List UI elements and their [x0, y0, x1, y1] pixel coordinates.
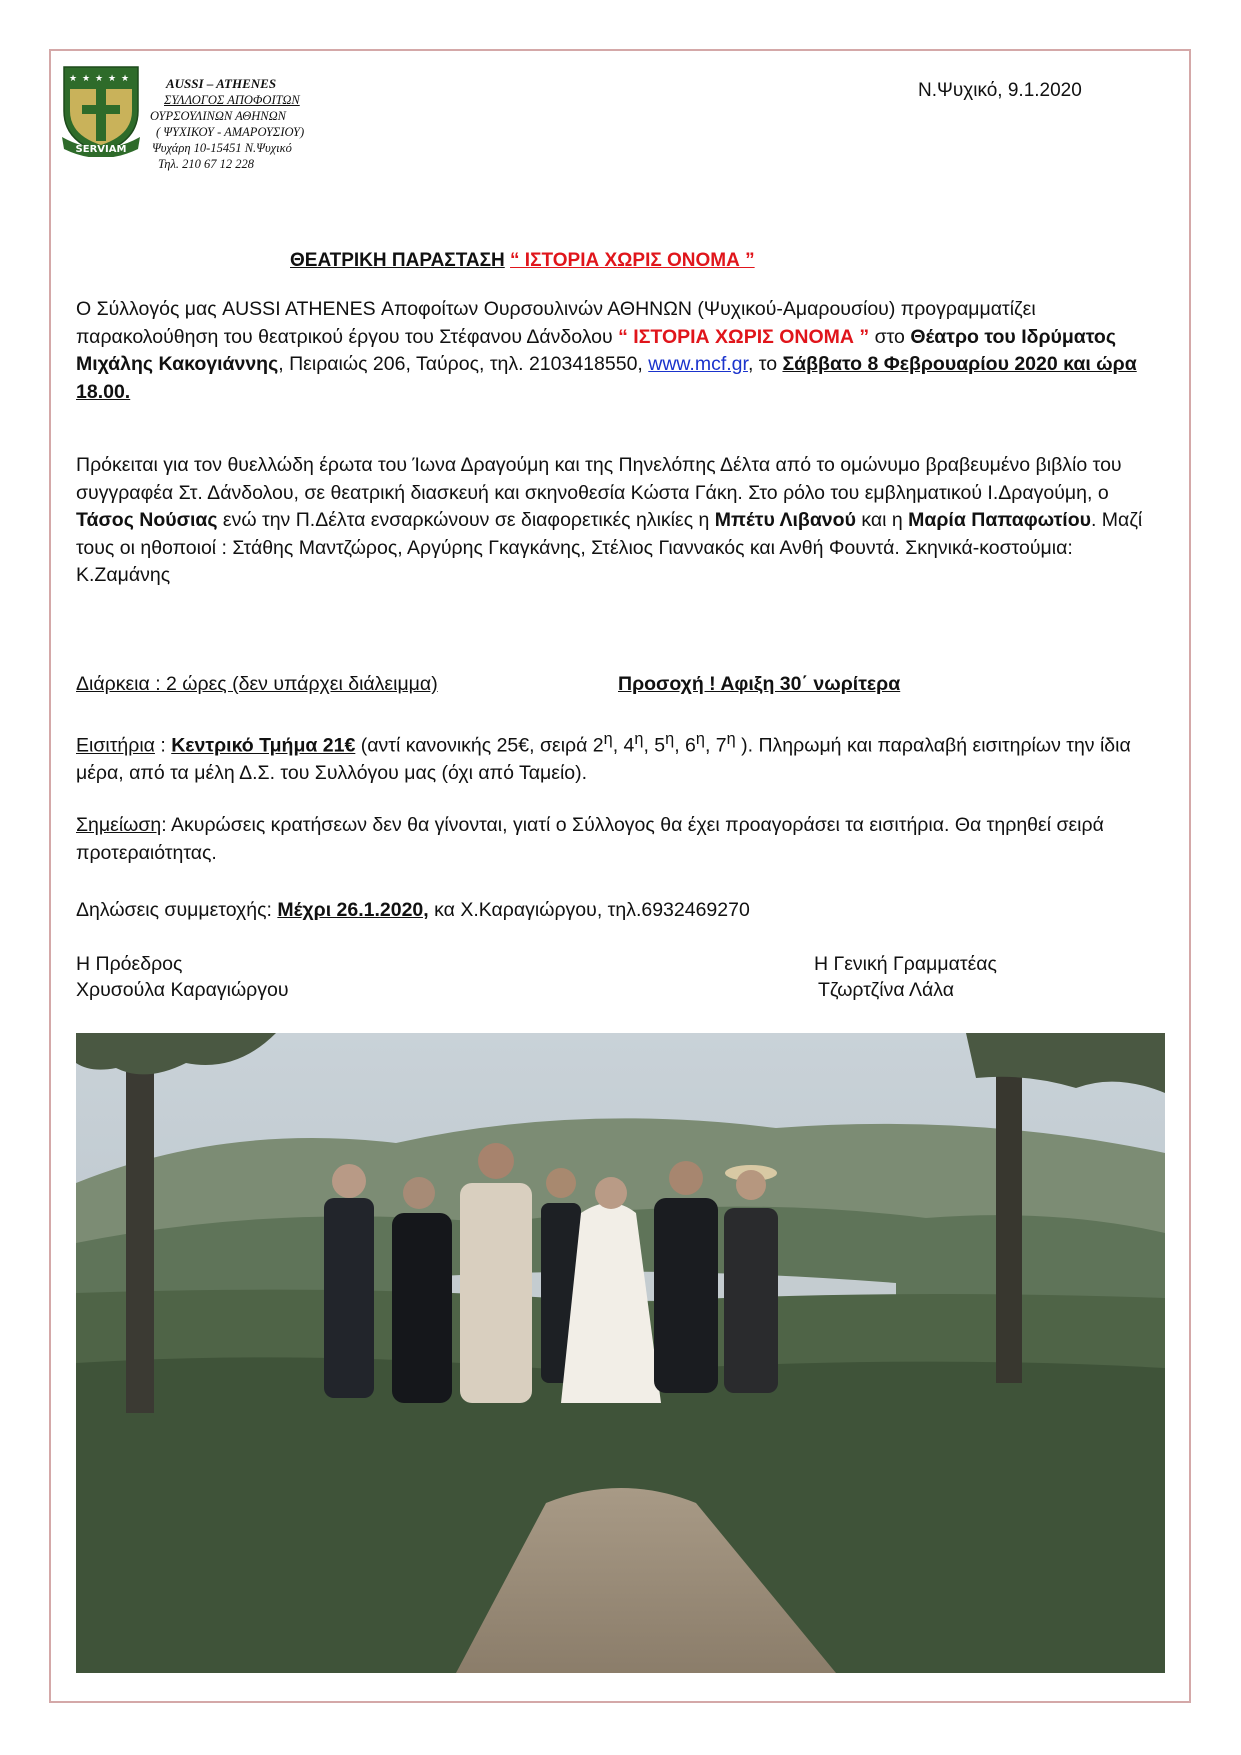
arrival-notice-text: Προσοχή ! Αφιξη 30΄ νωρίτερα — [618, 673, 901, 695]
intro-text: , το — [747, 353, 783, 375]
description-text: Πρόκειται για τον θυελλώδη έρωτα του Ίωνα Δραγούμη και της Πηνελόπης Δέλτα από το ομώνυμο βραβευμένο βιβλίο του συγγραφέα Στ. Δάνδολου, σε θεατρική διασκευή και σκηνοθεσία Κώστα Γάκη. Στο ρόλο του εμβληματικού Ι.Δραγούμη, ο — [76, 454, 1122, 504]
signature-name: Τζωρτζίνα Λάλα — [818, 979, 954, 1001]
tickets-sep: , — [674, 734, 686, 757]
description-text: ενώ την Π.Δέλτα ενσαρκώνουν σε διαφορετικές ηλικίες η — [217, 509, 715, 531]
ticket-price: Κεντρικό Τμήμα 21€ — [171, 734, 356, 757]
intro-text: Ο Σύλλογός μας AUSSI ATHENES Αποφοίτων Ουρσουλινών ΑΘΗΝΩΝ (Ψυχικού-Αμαρουσίου) προγραμματίζει παρακολούθηση του θεατρικού έργου του Στέφανου Δάνδολου — [76, 298, 1036, 348]
letter-date: Ν.Ψυχικό, 9.1.2020 — [918, 80, 1082, 101]
note-text: : Ακυρώσεις κρατήσεων δεν θα γίνονται, γιατί ο Σύλλογος θα έχει προαγοράσει τα εισιτήρια. Θα τηρηθεί σειρά προτεραιότητας. — [76, 814, 1104, 864]
duration-row — [76, 673, 438, 696]
registration-label: Δηλώσεις συμμετοχής: — [76, 899, 278, 921]
row-number: 6 — [685, 734, 696, 757]
signature-secretary — [814, 951, 997, 1003]
theatre-name: Θέατρο του Ιδρύματος Μιχάλης Κακογιάννης — [76, 325, 1116, 375]
tickets-label: Εισιτήρια — [76, 734, 155, 757]
note-label: Σημείωση — [76, 814, 162, 836]
svg-text:★: ★ — [82, 74, 91, 84]
title-main: ΘΕΑΤΡΙΚΗ ΠΑΡΑΣΤΑΣΗ — [290, 250, 505, 271]
school-crest-logo — [60, 63, 142, 157]
tickets-sep: , — [612, 734, 624, 757]
description-text: . Μαζί τους οι ηθοποιοί : Στάθης Μαντζώρος, Αργύρης Γκαγκάνης, Στέλιος Γιαννακός και Ανθή Φουντά. Σκηνικά-κοστούμια: Κ.Ζαμάνης — [76, 509, 1143, 586]
svg-text:★: ★ — [121, 74, 130, 84]
intro-text: στο — [869, 325, 911, 348]
signature-name: Χρυσούλα Καραγιώργου — [76, 979, 289, 1001]
duration-text: Διάρκεια : 2 ώρες (δεν υπάρχει διάλειμμα) — [76, 673, 438, 695]
intro-text: , Πειραιώς 206, Ταύρος, τηλ. 2103418550, — [278, 353, 649, 375]
signature-role: Η Γενική Γραμματέας — [814, 953, 997, 975]
registration-deadline: Μέχρι 26.1.2020, — [277, 899, 429, 921]
signature-role: Η Πρόεδρος — [76, 953, 183, 975]
ordinal-sup: η — [726, 730, 736, 748]
tickets-colon: : — [154, 734, 172, 757]
actor-name: Μαρία Παπαφωτίου — [908, 509, 1091, 531]
row-number: 5 — [654, 734, 666, 757]
row-number: 4 — [623, 734, 635, 757]
registration-paragraph — [76, 897, 1166, 925]
row-number: 7 — [715, 734, 727, 757]
cast-photo — [76, 1033, 1165, 1673]
org-line: ( ΨΥΧΙΚΟΥ - ΑΜΑΡΟΥΣΙΟΥ) — [156, 125, 305, 139]
ordinal-sup: η — [603, 730, 613, 748]
actor-name: Μπέτυ Λιβανού — [714, 509, 856, 531]
org-name: AUSSI – ATHENES — [166, 76, 277, 91]
actor-name: Τάσος Νούσιας — [76, 509, 218, 531]
tickets-text: ). Πληρωμή και παραλαβή εισιτηρίων την ίδια μέρα, από τα μέλη Δ.Σ. του Συλλόγου μας (όχι από Ταμείο). — [76, 734, 1131, 784]
title-play-name: “ ΙΣΤΟΡΙΑ ΧΩΡΙΣ ΟΝΟΜΑ ” — [510, 250, 755, 271]
ordinal-sup: η — [634, 730, 644, 748]
signature-president — [76, 951, 289, 1003]
ordinal-sup: η — [695, 730, 705, 748]
ordinal-sup: η — [665, 730, 675, 748]
website-link[interactable]: www.mcf.gr — [648, 353, 748, 375]
svg-text:★: ★ — [95, 74, 104, 84]
description-paragraph — [76, 452, 1166, 590]
svg-text:★: ★ — [69, 74, 78, 84]
org-line: ΣΥΛΛΟΓΟΣ ΑΠΟΦΟΙΤΩΝ — [164, 93, 300, 107]
description-text: και η — [855, 509, 909, 531]
logo-motto: SERVIAM — [75, 144, 127, 155]
registration-contact: κα Χ.Καραγιώργου, τηλ.6932469270 — [428, 899, 750, 921]
event-datetime: Σάββατο 8 Φεβρουαρίου 2020 και ώρα 18.00. — [76, 353, 1137, 403]
org-address: Ψυχάρη 10-15451 Ν.Ψυχικό — [152, 141, 292, 155]
note-paragraph — [76, 812, 1166, 867]
svg-text:★: ★ — [108, 74, 117, 84]
document-title — [290, 250, 755, 272]
arrival-notice — [618, 673, 900, 696]
tickets-sep: , — [643, 734, 655, 757]
org-phone: Τηλ. 210 67 12 228 — [158, 157, 255, 171]
tickets-text: (αντί κανονικής 25€, σειρά 2 — [355, 734, 604, 757]
organization-info — [148, 76, 408, 172]
tickets-paragraph — [76, 726, 1166, 788]
play-name: “ ΙΣΤΟΡΙΑ ΧΩΡΙΣ ΟΝΟΜΑ ” — [618, 325, 870, 348]
intro-paragraph — [76, 296, 1166, 406]
org-line: ΟΥΡΣΟΥΛΙΝΩΝ ΑΘΗΝΩΝ — [150, 109, 286, 123]
tickets-sep: , — [704, 734, 716, 757]
